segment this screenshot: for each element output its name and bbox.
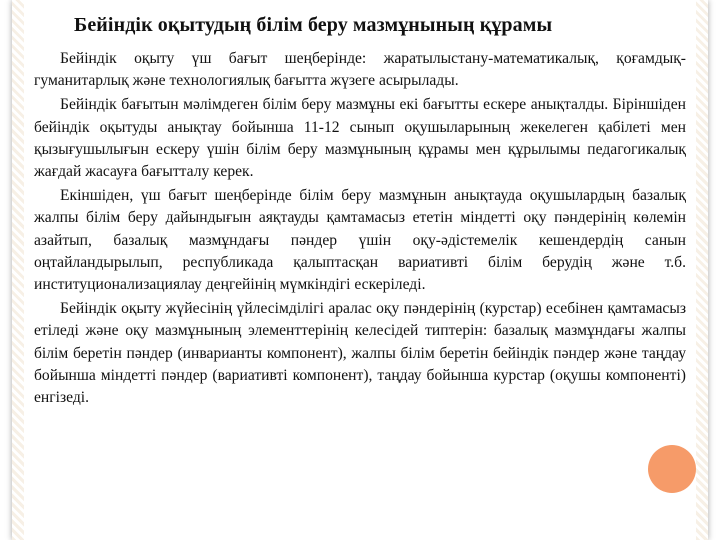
- slide-body: [34, 48, 686, 411]
- paragraph-4: Бейіндік оқыту жүйесінің үйлесімділігі аралас оқу пәндерінің (курстар) есебінен қамтамасыз етіледі және оқу мазмұнының элементтерінің келесідей типтерін: базалық мазмұндағы жалпы білім беретін пәндер (инварианты компонент), жалпы білім беретін бейіндік пәндер және таңдау бойынша міндетті пәндер (вариативті компонент), таңдау бойынша курстар (оқушы компоненті) енгізеді.: [34, 300, 686, 407]
- paragraph-2: Бейіндік бағытын мәлімдеген білім беру мазмұны екі бағытты ескере анықталды. Біріншіден бейіндік оқытуды анықтау бойынша 11-12 сынып оқушыларының жекелеген қабілеті мен қызығушылығын ескеру үшін білім беру мазмұнының құрамы мен құрылымы педагогикалық жағдай жасауға бағытталу керек.: [34, 96, 686, 181]
- slide: [12, 0, 708, 540]
- orange-circle-decoration: [648, 445, 696, 493]
- paragraph-1: Бейіндік оқыту үш бағыт шеңберінде: жаратылыстану-математикалық, қоғамдық-гуманитарлық және технологиялық бағытта жүзеге асырылады.: [34, 50, 686, 90]
- paragraph-3: Екіншіден, үш бағыт шеңберінде білім беру мазмұнын анықтауда оқушылардың базалық жалпы білім беру дайындығын аяқтауды қамтамасыз ететін міндетті оқу пәндерінің көлемін азайтып, базалық мазмұндағы пәндер үшін оқу-әдістемелік кешендердің санын оңтайландырылып, республикада қалыптасқан вариативті білім берудің және т.б. институционализациялау деңгейінің мүмкіндігі ескеріледі.: [34, 187, 686, 294]
- left-decorative-border: [12, 0, 24, 540]
- right-decorative-border: [696, 0, 708, 540]
- slide-title: Бейіндік оқытудың білім беру мазмұнының құрамы: [74, 14, 553, 36]
